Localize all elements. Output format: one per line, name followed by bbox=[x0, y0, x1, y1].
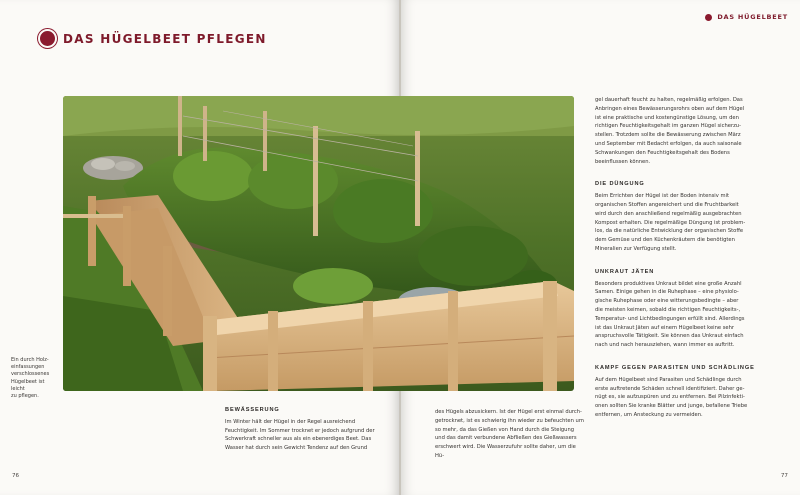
text-line: die meisten keimen, sobald die richtigen Feuchtigkeits-, bbox=[595, 306, 741, 313]
text-line: Beim Errichten der Hügel ist der Boden intensiv mit bbox=[595, 193, 729, 200]
fertilizing-paragraph bbox=[595, 192, 780, 254]
text-line: erste auftretende Schäden schnell identifiziert. Daher ge- bbox=[595, 385, 745, 392]
weeding-paragraph bbox=[595, 280, 780, 350]
text-line: so mehr, da das Gießen von Hand durch die Steigung bbox=[435, 426, 575, 433]
text-line: richtigen Feuchtigkeitsgehalt im ganzen Hügel sicherzu- bbox=[595, 123, 741, 130]
text-line: Im Winter hält der Hügel in der Regel ausreichend bbox=[225, 418, 356, 425]
text-line: anspruchsvolle Tätigkeit. Sie können das Unkraut einfach bbox=[595, 333, 744, 340]
text-line: gische Ruhephase oder eine witterungsbedingte – aber bbox=[595, 298, 739, 305]
caption-line: Hügelbeet ist leicht bbox=[11, 378, 45, 392]
section-heading: BEWÄSSERUNG bbox=[225, 407, 280, 413]
caption-line: Ein durch Holz- bbox=[11, 357, 49, 363]
text-line: Kompost erhalten. Die regelmäßige Düngung ist problem- bbox=[595, 219, 746, 226]
text-line: und das damit verbundene Abfließen des Gießwassers bbox=[435, 435, 577, 442]
text-line: los, da die natürliche Entwicklung der organischen Stoffe bbox=[595, 228, 744, 235]
text-line: erschwert wird. Die Wasserzufuhr sollte daher, um die Hü- bbox=[435, 444, 576, 459]
text-line: dem Gemüse und den Küchenkräutern die benötigten bbox=[595, 237, 735, 244]
text-line: Temperatur- und Lichtbedingungen erfüllt sind. Allerdings bbox=[595, 315, 745, 322]
chapter-title-text: DAS HÜGELBEET PFLEGEN bbox=[63, 31, 267, 46]
text-line: organischen Stoffen angereichert und die Fruchtbarkeit bbox=[595, 201, 739, 208]
page-number-left: 76 bbox=[12, 473, 20, 479]
text-column-watering-continued bbox=[435, 408, 585, 461]
text-line: Samen. Einige gehen in die Ruhephase – eine physiolo- bbox=[595, 289, 739, 296]
text-line: beeinflussen können. bbox=[595, 158, 651, 165]
text-line: onen sollten Sie kranke Blätter und junge, befallene Triebe bbox=[595, 403, 748, 410]
text-line: Schwankungen den Feuchtigkeitsgehalt des Bodens bbox=[595, 149, 730, 156]
text-line: nügt es, sie aufzuspüren und zu entfernen. Bei Pilzinfekti- bbox=[595, 394, 745, 401]
text-line: Besonders produktives Unkraut bildet eine große Anzahl bbox=[595, 280, 742, 287]
text-line: und September mit Bedacht erfolgen, da auch saisonale bbox=[595, 140, 742, 147]
raised-bed-photo bbox=[63, 96, 574, 391]
text-line: gel dauerhaft feucht zu halten, regelmäßig erfolgen. Das bbox=[595, 97, 743, 103]
text-line: Feuchtigkeit. Im Sommer trocknet er jedoch aufgrund der bbox=[225, 427, 375, 434]
caption-line: verschlossenes bbox=[11, 371, 50, 378]
text-line: nach und nach herausziehen, wann immer es auftritt. bbox=[595, 342, 735, 349]
caption-line: zu pflegen. bbox=[11, 393, 39, 400]
text-line: ist das Unkraut Jäten auf einem Hügelbeet keine sehr bbox=[595, 324, 735, 331]
text-line: Anbringen eines Bewässerungsrohrs oben auf dem Hügel bbox=[595, 105, 745, 112]
text-line: stellen. Trotzdem sollte die Bewässerung zwischen März bbox=[595, 132, 741, 139]
text-line: des Hügels abzusickern. Ist der Hügel erst einmal durch- bbox=[435, 409, 582, 415]
section-heading: UNKRAUT JÄTEN bbox=[595, 268, 655, 275]
text-line: Auf dem Hügelbeet sind Parasiten und Schädlinge durch bbox=[595, 376, 742, 383]
text-line: entfernen, um Ansteckung zu vermeiden. bbox=[595, 411, 703, 418]
photo-caption bbox=[11, 357, 56, 400]
circle-bullet-icon bbox=[40, 31, 55, 46]
caption-line: einfassungen bbox=[11, 364, 45, 371]
text-line: Mineralien zur Verfügung stellt. bbox=[595, 245, 677, 252]
section-heading: KAMPF GEGEN PARASITEN UND SCHÄDLINGE bbox=[595, 364, 755, 371]
chapter-title bbox=[40, 31, 267, 46]
text-line: getrocknet, ist es schwierig ihn wieder zu befeuchten um bbox=[435, 417, 584, 424]
running-header-text: DAS HÜGELBEET bbox=[717, 13, 788, 21]
text-column-watering bbox=[225, 406, 395, 453]
text-line: ist eine praktische und kostengünstige Lösung, um den bbox=[595, 114, 739, 121]
text-line: Wasser hat durch sein Gewicht Tendenz auf den Grund bbox=[225, 445, 368, 452]
pest-control-paragraph bbox=[595, 376, 780, 420]
page-number-right: 77 bbox=[780, 473, 788, 479]
section-heading: DIE DÜNGUNG bbox=[595, 181, 645, 188]
text-line: Schwerkraft schneller aus als ein ebenerdiges Beet. Das bbox=[225, 436, 372, 443]
circle-bullet-icon bbox=[705, 14, 712, 21]
text-column-right bbox=[595, 96, 780, 420]
running-header bbox=[705, 13, 788, 21]
intro-paragraph bbox=[595, 96, 780, 166]
text-line: wird durch den anschließend regelmäßig ausgebrachten bbox=[595, 210, 742, 217]
